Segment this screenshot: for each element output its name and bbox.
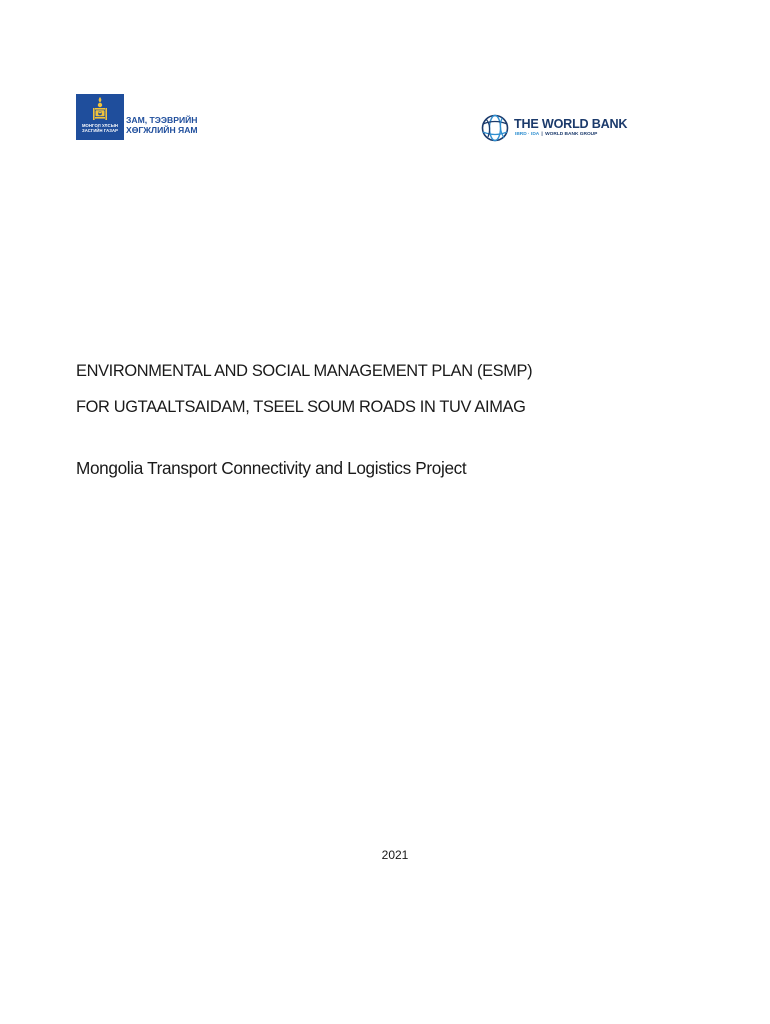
project-name: Mongolia Transport Connectivity and Logistics Project [76,458,467,478]
ministry-name [126,115,198,135]
ministry-name-line-2: ХӨГЖЛИЙН ЯАМ [126,125,198,135]
world-bank-separator: | [541,132,543,137]
world-bank-globe-icon [480,113,510,143]
document-year: 2021 [381,848,409,862]
emblem-caption: МОНГОЛ УЛСЫН ЗАСГИЙН ГАЗАР [81,123,119,133]
document-title-line-1: ENVIRONMENTAL AND SOCIAL MANAGEMENT PLAN (ESMP) [76,362,533,380]
ministry-logo [76,94,206,140]
ministry-name-line-1: ЗАМ, ТЭЭВРИЙН [126,115,198,125]
world-bank-name: THE WORLD BANK [514,117,628,131]
world-bank-subtitle [515,132,597,138]
world-bank-group: WORLD BANK GROUP [545,132,598,137]
document-title-line-2: FOR UGTAALTSAIDAM, TSEEL SOUM ROADS IN TUV AIMAG [76,398,526,416]
world-bank-ibrd-ida: IBRD · IDA [515,132,540,137]
world-bank-logo [480,113,635,143]
soyombo-emblem-icon [76,94,124,140]
